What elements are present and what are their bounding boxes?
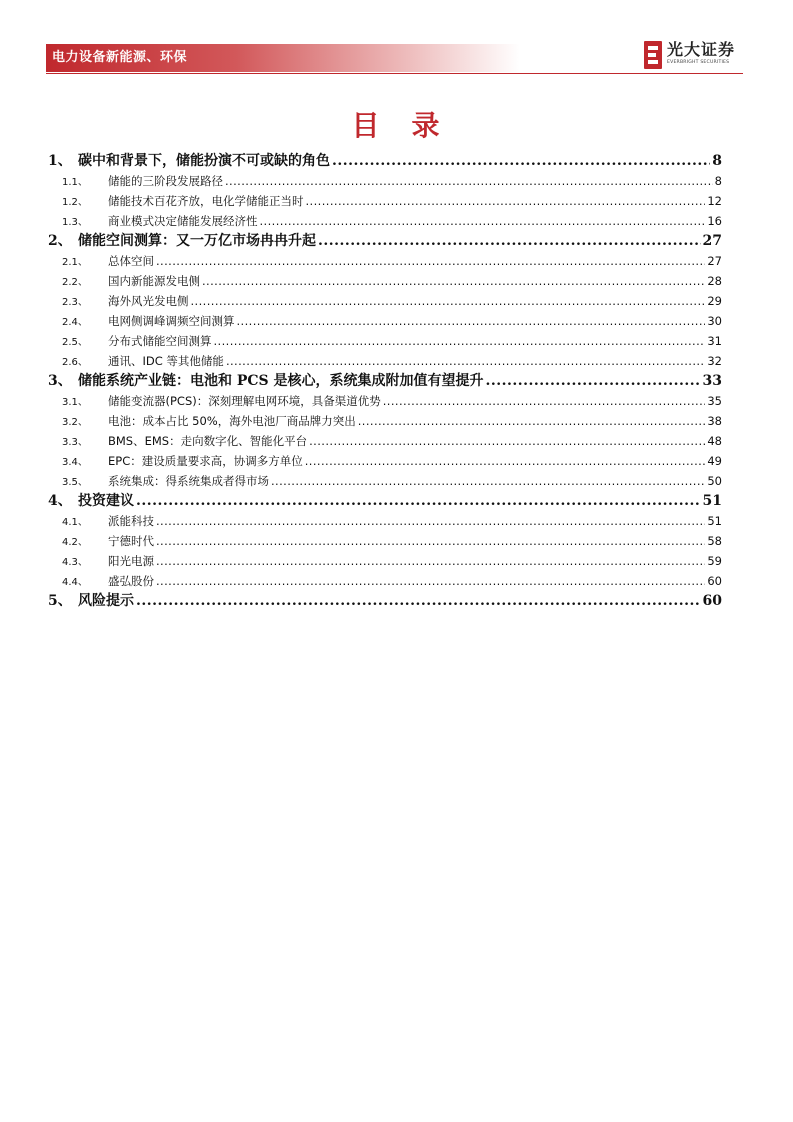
toc-section-entry[interactable]: [48, 471, 722, 491]
logo-chinese-name: 光大证券: [667, 40, 736, 59]
toc-dot-leader: [237, 311, 706, 331]
toc-entry-page-number: 29: [707, 294, 722, 308]
toc-dot-leader: [271, 471, 705, 491]
toc-entry-label: 盛弘股份: [108, 574, 154, 588]
toc-entry-page-number: 27: [707, 254, 722, 268]
toc-section-entry[interactable]: [48, 511, 722, 531]
toc-entry-number: 4.1、: [62, 517, 88, 528]
toc-entry-label: BMS、EMS：走向数字化、智能化平台: [108, 434, 308, 448]
toc-section-entry[interactable]: [48, 351, 722, 371]
toc-section-entry[interactable]: [48, 291, 722, 311]
toc-entry-number: 4.3、: [62, 557, 88, 568]
toc-dot-leader: [214, 331, 706, 351]
toc-entry-label: 派能科技: [108, 514, 154, 528]
toc-chapter-entry[interactable]: [48, 491, 722, 511]
toc-entry-number: 2.4、: [62, 317, 88, 328]
toc-dot-leader: [486, 371, 701, 391]
toc-dot-leader: [156, 511, 705, 531]
toc-dot-leader: [156, 251, 705, 271]
toc-dot-leader: [260, 211, 706, 231]
toc-section-entry[interactable]: [48, 311, 722, 331]
logo-english-name: EVERBRIGHT SECURITIES: [667, 60, 730, 65]
toc-entry-page-number: 60: [707, 574, 722, 588]
toc-entry-number: 3.3、: [62, 437, 88, 448]
toc-entry-page-number: 31: [707, 334, 722, 348]
toc-dot-leader: [226, 351, 705, 371]
toc-section-entry[interactable]: [48, 391, 722, 411]
toc-entry-label: 储能技术百花齐放，电化学储能正当时: [108, 194, 304, 208]
toc-entry-page-number: 27: [702, 233, 722, 249]
toc-entry-number: 1.2、: [62, 197, 88, 208]
toc-entry-number: 2.3、: [62, 297, 88, 308]
toc-entry-number: 2、: [48, 233, 72, 249]
toc-entry-number: 4.4、: [62, 577, 88, 588]
toc-dot-leader: [156, 571, 705, 591]
header-section-band: [46, 44, 520, 72]
toc-entry-label: 电网侧调峰调频空间测算: [108, 314, 235, 328]
toc-entry-page-number: 51: [707, 514, 722, 528]
everbright-logo: [644, 41, 744, 71]
header-rule: [46, 73, 743, 74]
toc-dot-leader: [191, 291, 706, 311]
toc-entry-number: 3.1、: [62, 397, 88, 408]
toc-section-entry[interactable]: [48, 411, 722, 431]
toc-entry-page-number: 28: [707, 274, 722, 288]
toc-entry-page-number: 35: [707, 394, 722, 408]
toc-entry-page-number: 58: [707, 534, 722, 548]
toc-dot-leader: [318, 231, 701, 251]
toc-entry-page-number: 33: [702, 373, 722, 389]
toc-entry-number: 3.2、: [62, 417, 88, 428]
toc-entry-label: 投资建议: [78, 493, 134, 509]
toc-entry-label: 海外风光发电侧: [108, 294, 189, 308]
toc-section-entry[interactable]: [48, 571, 722, 591]
toc-dot-leader: [309, 431, 705, 451]
toc-entry-label: 碳中和背景下，储能扮演不可或缺的角色: [78, 153, 330, 169]
toc-entry-page-number: 59: [707, 554, 722, 568]
toc-entry-page-number: 8: [712, 153, 722, 169]
toc-entry-page-number: 32: [707, 354, 722, 368]
toc-entry-page-number: 38: [707, 414, 722, 428]
toc-entry-number: 4.2、: [62, 537, 88, 548]
toc-section-entry[interactable]: [48, 271, 722, 291]
toc-dot-leader: [332, 151, 710, 171]
table-of-contents: [48, 151, 722, 611]
toc-entry-number: 2.5、: [62, 337, 88, 348]
toc-entry-page-number: 60: [702, 593, 722, 609]
toc-chapter-entry[interactable]: [48, 591, 722, 611]
toc-entry-label: 国内新能源发电侧: [108, 274, 200, 288]
toc-entry-label: 阳光电源: [108, 554, 154, 568]
toc-section-entry[interactable]: [48, 251, 722, 271]
toc-dot-leader: [156, 551, 705, 571]
toc-entry-label: 商业模式决定储能发展经济性: [108, 214, 258, 228]
toc-entry-label: 储能的三阶段发展路径: [108, 174, 223, 188]
toc-dot-leader: [136, 491, 701, 511]
toc-entry-page-number: 50: [707, 474, 722, 488]
toc-entry-number: 3.5、: [62, 477, 88, 488]
toc-entry-label: 分布式储能空间测算: [108, 334, 212, 348]
toc-entry-number: 2.1、: [62, 257, 88, 268]
toc-entry-page-number: 48: [707, 434, 722, 448]
toc-entry-label: 储能空间测算：又一万亿市场冉冉升起: [78, 233, 316, 249]
toc-entry-number: 1、: [48, 153, 72, 169]
toc-entry-label: 总体空间: [108, 254, 154, 268]
toc-section-entry[interactable]: [48, 211, 722, 231]
toc-section-entry[interactable]: [48, 431, 722, 451]
toc-entry-page-number: 51: [702, 493, 722, 509]
section-title: 电力设备新能源、环保: [52, 50, 188, 65]
toc-entry-label: 储能系统产业链：电池和 PCS 是核心，系统集成附加值有望提升: [78, 373, 484, 389]
toc-entry-label: EPC：建设质量要求高，协调多方单位: [108, 454, 303, 468]
toc-chapter-entry[interactable]: [48, 151, 722, 171]
toc-section-entry[interactable]: [48, 191, 722, 211]
toc-entry-label: 宁德时代: [108, 534, 154, 548]
toc-dot-leader: [225, 171, 713, 191]
toc-entry-number: 1.3、: [62, 217, 88, 228]
toc-title: 目 录: [351, 109, 442, 142]
toc-section-entry[interactable]: [48, 551, 722, 571]
toc-entry-label: 风险提示: [78, 593, 134, 609]
toc-entry-number: 5、: [48, 593, 72, 609]
toc-dot-leader: [358, 411, 706, 431]
toc-dot-leader: [156, 531, 705, 551]
toc-section-entry[interactable]: [48, 451, 722, 471]
toc-entry-page-number: 30: [707, 314, 722, 328]
toc-entry-label: 储能变流器(PCS)：深刻理解电网环境，具备渠道优势: [108, 394, 381, 408]
toc-chapter-entry[interactable]: [48, 231, 722, 251]
toc-entry-page-number: 8: [714, 174, 722, 188]
toc-section-entry[interactable]: [48, 331, 722, 351]
toc-entry-number: 2.6、: [62, 357, 88, 368]
toc-dot-leader: [305, 451, 706, 471]
toc-entry-page-number: 16: [707, 214, 722, 228]
toc-entry-number: 2.2、: [62, 277, 88, 288]
toc-section-entry[interactable]: [48, 171, 722, 191]
toc-entry-label: 电池：成本占比 50%，海外电池厂商品牌力突出: [108, 414, 356, 428]
toc-entry-page-number: 12: [707, 194, 722, 208]
toc-dot-leader: [383, 391, 706, 411]
toc-entry-number: 3、: [48, 373, 72, 389]
toc-entry-number: 4、: [48, 493, 72, 509]
toc-dot-leader: [136, 591, 701, 611]
toc-entry-label: 系统集成：得系统集成者得市场: [108, 474, 269, 488]
toc-section-entry[interactable]: [48, 531, 722, 551]
toc-dot-leader: [306, 191, 706, 211]
toc-dot-leader: [202, 271, 705, 291]
toc-entry-page-number: 49: [707, 454, 722, 468]
toc-entry-number: 3.4、: [62, 457, 88, 468]
toc-chapter-entry[interactable]: [48, 371, 722, 391]
toc-entry-label: 通讯、IDC 等其他储能: [108, 354, 224, 368]
everbright-logo-icon: [644, 41, 662, 69]
toc-entry-number: 1.1、: [62, 177, 88, 188]
